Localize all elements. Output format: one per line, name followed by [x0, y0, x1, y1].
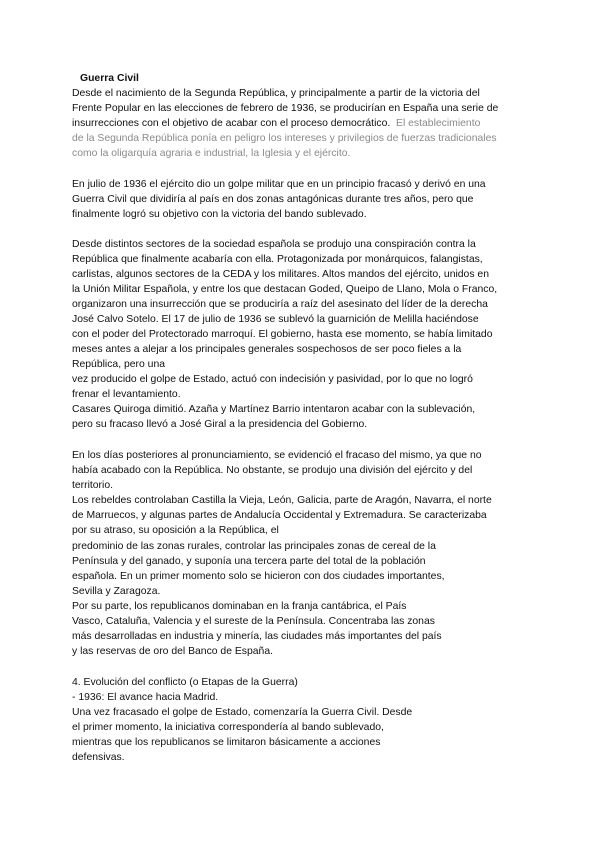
text-line: defensivas.	[72, 752, 125, 763]
text-line: Guerra Civil que dividiría al país en dos zonas antagónicas durante tres años, pero que	[72, 194, 474, 205]
section-heading: 4. Evolución del conflicto (o Etapas de la Guerra)	[72, 677, 298, 688]
text-line: Casares Quiroga dimitió. Azaña y Martínez Barrio intentaron acabar con la sublevación,	[72, 404, 476, 415]
text-line: vez producido el golpe de Estado, actuó con indecisión y pasividad, por lo que no logró	[72, 374, 473, 385]
text-line: carlistas, algunos sectores de la CEDA y los militares. Altos mandos del ejército, unidos en	[72, 269, 489, 280]
text-line: Una vez fracasado el golpe de Estado, comenzaría la Guerra Civil. Desde	[72, 707, 413, 718]
text-line	[72, 117, 480, 131]
text-line: - 1936: El avance hacia Madrid.	[72, 692, 219, 703]
text-line: República, pero una	[72, 359, 166, 370]
text-line: Vasco, Cataluña, Valencia y el sureste de la Península. Concentraba las zonas	[72, 616, 435, 627]
text-line: Desde el nacimiento de la Segunda República, y principalmente a partir de la victoria del	[72, 88, 480, 99]
text-line: José Calvo Sotelo. El 17 de julio de 1936 se sublevó la guarnición de Melilla haciéndose	[72, 314, 479, 325]
text-line: Por su parte, los republicanos dominaban en la franja cantábrica, el País	[72, 601, 407, 612]
gray-text-line: como la oligarquía agraria e industrial, la Iglesia y el ejército.	[72, 148, 351, 159]
text-line: la Unión Militar Española, y entre los que destacan Goded, Queipo de Llano, Mola o Franco,	[72, 284, 498, 295]
text-line: de Marruecos, y algunas partes de Andalucía Occidental y Extremadura. Se caracterizaba	[72, 510, 487, 521]
text-line: más desarrolladas en industria y minería, las ciudades más importantes del país	[72, 631, 442, 642]
text-line: territorio.	[72, 480, 113, 491]
text-line: mientras que los republicanos se limitaron básicamente a acciones	[72, 737, 381, 748]
text-line: Los rebeldes controlaban Castilla la Vieja, León, Galicia, parte de Aragón, Navarra, el norte	[72, 495, 492, 506]
text-line: con el poder del Protectorado marroquí. El gobierno, hasta ese momento, se había limitado	[72, 329, 493, 340]
text-segment: insurrecciones con el objetivo de acabar con el proceso democrático.	[72, 118, 391, 129]
text-line: Frente Popular en las elecciones de febrero de 1936, se producirían en España una serie de	[72, 103, 499, 114]
text-line: finalmente logró su objetivo con la victoria del bando sublevado.	[72, 209, 367, 220]
text-line: Sevilla y Zaragoza.	[72, 586, 161, 597]
document-title: Guerra Civil	[80, 73, 139, 84]
text-line: meses antes a alejar a los principales generales sospechosos de ser poco fieles a la	[72, 344, 462, 355]
text-line: pero su fracaso llevó a José Giral a la presidencia del Gobierno.	[72, 419, 368, 430]
text-line: Desde distintos sectores de la sociedad española se produjo una conspiración contra la	[72, 239, 476, 250]
text-line: el primer momento, la iniciativa correspondería al bando sublevado,	[72, 722, 384, 733]
text-line: República que finalmente acabaría con ella. Protagonizada por monárquicos, falangistas,	[72, 254, 483, 265]
text-line: española. En un primer momento solo se hicieron con dos ciudades importantes,	[72, 571, 445, 582]
text-line: organizaron una insurrección que se produciría a raíz del asesinato del líder de la derecha	[72, 299, 488, 310]
gray-text-line: de la Segunda República ponía en peligro los intereses y privilegios de fuerzas tradicionales	[72, 133, 497, 144]
text-line: En julio de 1936 el ejército dio un golpe militar que en un principio fracasó y derivó en una	[72, 179, 486, 190]
text-line: frenar el levantamiento.	[72, 389, 181, 400]
text-line: y las reservas de oro del Banco de España.	[72, 646, 274, 657]
text-line: En los días posteriores al pronunciamiento, se evidenció el fracaso del mismo, ya que no	[72, 450, 482, 461]
text-line: había acabado con la República. No obstante, se produjo una división del ejército y del	[72, 465, 473, 476]
text-line: por su atraso, su oposición a la República, el	[72, 525, 279, 536]
text-line: Península y del ganado, y suponía una tercera parte del total de la población	[72, 556, 426, 567]
text-line: predominio de las zonas rurales, controlar las principales zonas de cereal de la	[72, 541, 436, 552]
gray-text-segment: El establecimiento	[396, 118, 481, 129]
